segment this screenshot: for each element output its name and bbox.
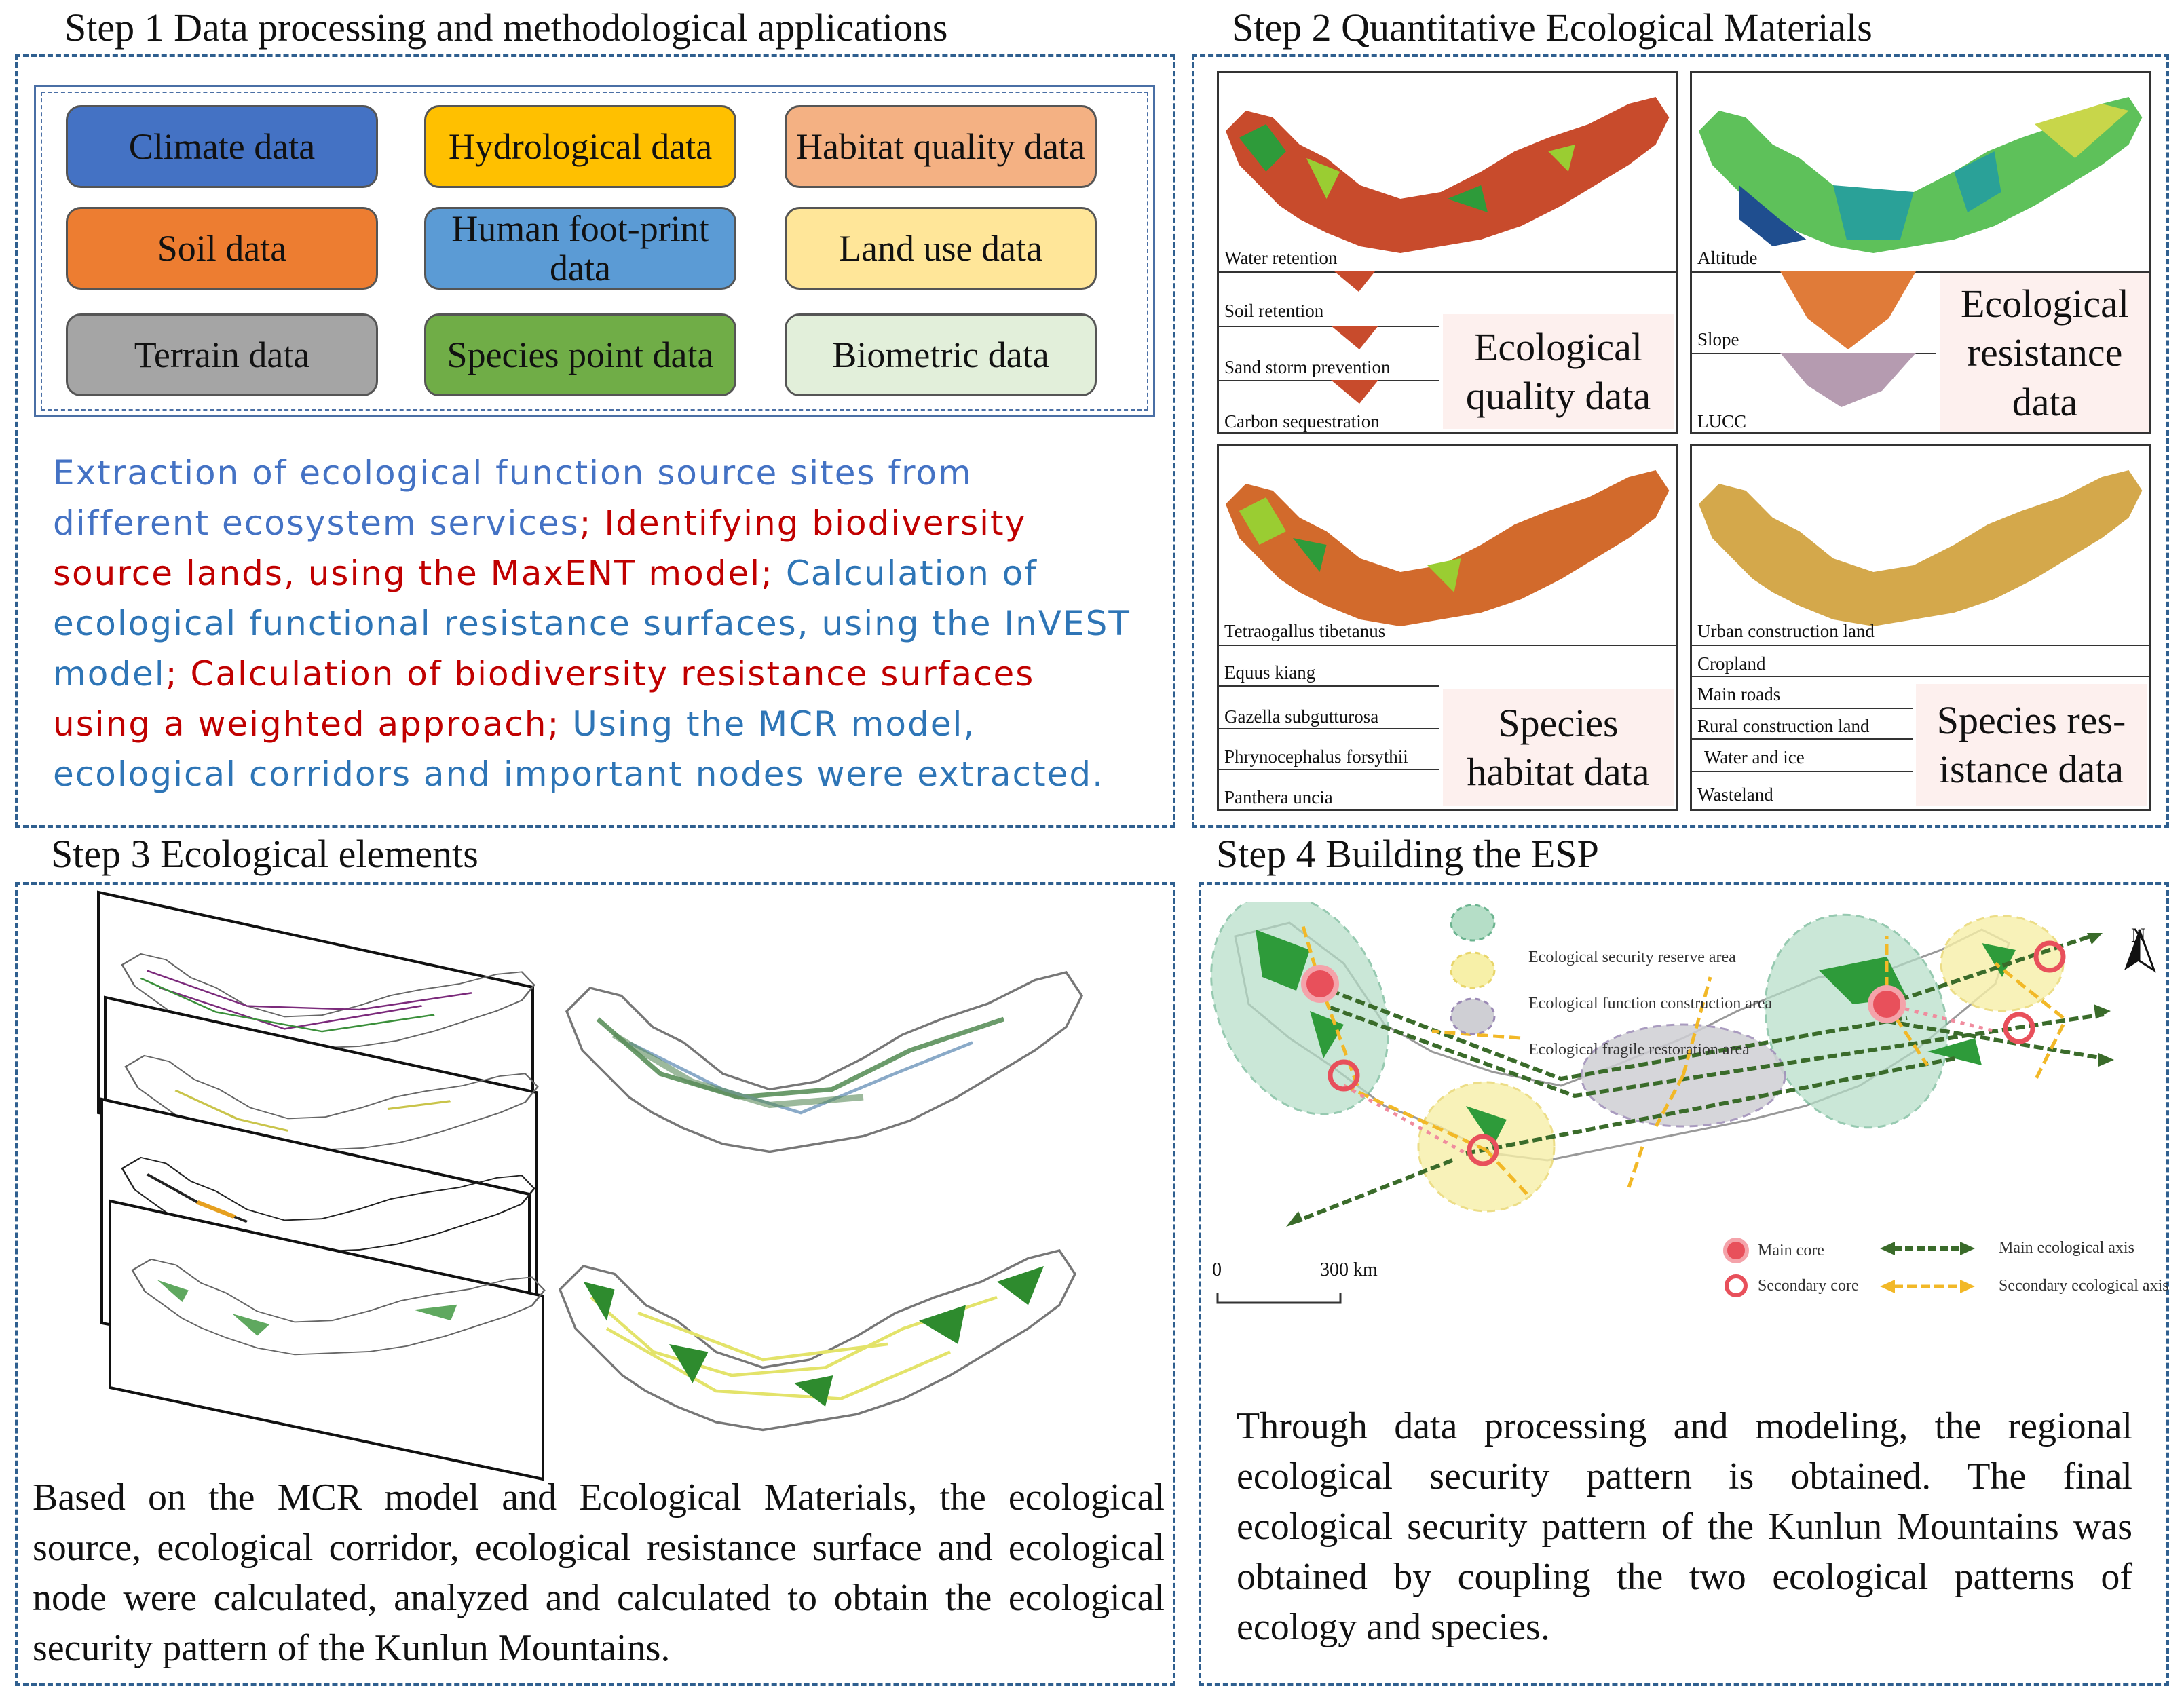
habitat-quality-data-box: Habitat quality data <box>785 105 1097 188</box>
scale-zero-label: 0 <box>1212 1259 1222 1280</box>
layer-label: Water retention <box>1224 248 1338 268</box>
layer-label: Carbon sequestration <box>1224 411 1380 432</box>
ecological-quality-group <box>1217 71 1678 434</box>
layer-label: Sand storm prevention <box>1224 357 1391 377</box>
layer-label: LUCC <box>1697 411 1747 432</box>
north-arrow-label: N <box>2131 924 2146 947</box>
layer-label: Slope <box>1697 329 1739 349</box>
species-habitat-label: Species habitat data <box>1443 689 1674 806</box>
ecological-resistance-label: Ecological resistance data <box>1940 273 2150 433</box>
corridor-network-map <box>563 943 1093 1167</box>
layer-label: Urban construction land <box>1697 621 1875 641</box>
layer-label: Phrynocephalus forsythii <box>1224 746 1408 767</box>
altitude-map <box>1692 73 2151 270</box>
terrain-data-box: Terrain data <box>66 313 378 396</box>
soil-data-box: Soil data <box>66 207 378 290</box>
hydrological-data-box: Hydrological data <box>424 105 736 188</box>
ecological-source-map <box>557 1221 1086 1445</box>
legend-main-axis-label: Main ecological axis <box>1999 1239 2134 1257</box>
layer-label: Soil retention <box>1224 301 1324 321</box>
legend-secondary-core-label: Secondary core <box>1758 1277 1859 1295</box>
step4-description: Through data processing and modeling, the regional ecological security pattern is obtained. The final ecological security pattern of the Kunlun Mountains was obtained by coupling the two ecological patterns of ecology and species. <box>1237 1405 2132 1648</box>
legend-secondary-axis-label: Secondary ecological axis <box>1999 1277 2169 1295</box>
methods-sentence-4: ; Calculation of biodiversity resistance surfaces using a weighted approach; <box>53 654 1035 744</box>
methods-sentence-3: Calculation of ecological functional resistance surfaces, using the InVEST model <box>53 554 1131 693</box>
stacked-layers <box>95 889 611 1486</box>
legend-reserve-label: Ecological security reserve area <box>1528 949 1736 966</box>
construction-zone-south <box>1418 1082 1554 1211</box>
human-footprint-data-box: Human foot-print data <box>424 207 736 290</box>
methods-sentence-5: Using the MCR model, ecological corridors and important nodes were extracted. <box>53 704 1105 794</box>
species-resistance-label: Species res-istance data <box>1916 684 2147 806</box>
methods-paragraph <box>53 448 1139 799</box>
step4-title: Step 4 Building the ESP <box>1216 832 1599 876</box>
methods-sentence-1: Extraction of ecological function source sites from different ecosystem services <box>53 453 973 543</box>
methods-sentence-2: ; Identifying biodiversity source lands, using the MaxENT model; <box>53 503 1027 593</box>
species-habitat-group <box>1217 444 1678 811</box>
ecological-resistance-group <box>1690 71 2151 434</box>
layer-label: Tetraogallus tibetanus <box>1224 621 1386 641</box>
step2-title: Step 2 Quantitative Ecological Materials <box>1232 5 1872 50</box>
layer-label: Altitude <box>1697 248 1758 268</box>
urban-land-map <box>1692 446 2151 643</box>
step1-title: Step 1 Data processing and methodological applications <box>64 5 948 50</box>
layer-label: Cropland <box>1697 653 1766 674</box>
ecological-quality-label: Ecological quality data <box>1443 314 1674 429</box>
layer-label: Equus kiang <box>1224 662 1316 683</box>
step3-title: Step 3 Ecological elements <box>51 832 478 876</box>
legend-construction-label: Ecological function construction area <box>1528 995 1773 1012</box>
climate-data-box: Climate data <box>66 105 378 188</box>
species-point-data-box: Species point data <box>424 313 736 396</box>
layer-label: Wasteland <box>1697 784 1773 805</box>
layer-label: Panthera uncia <box>1224 787 1333 807</box>
scale-length-label: 300 km <box>1320 1259 1378 1280</box>
land-use-data-box: Land use data <box>785 207 1097 290</box>
biometric-data-box: Biometric data <box>785 313 1097 396</box>
step3-description: Based on the MCR model and Ecological Materials, the ecological source, ecological corridor, ecological resistance surface and ecological node were calculated, analyzed and calculated to obtain the ecological security pattern of the Kunlun Mountains. <box>33 1476 1165 1669</box>
layer-label: Water and ice <box>1704 747 1805 767</box>
species-resistance-group <box>1690 444 2151 811</box>
water-retention-map <box>1219 73 1678 270</box>
legend-fragile-label: Ecological fragile restoration area <box>1528 1041 1750 1058</box>
layer-label: Gazella subgutturosa <box>1224 706 1379 727</box>
tetraogallus-map <box>1219 446 1678 643</box>
layer-label: Main roads <box>1697 684 1781 704</box>
layer-label: Rural construction land <box>1697 716 1870 736</box>
legend-main-core-label: Main core <box>1758 1242 1824 1259</box>
